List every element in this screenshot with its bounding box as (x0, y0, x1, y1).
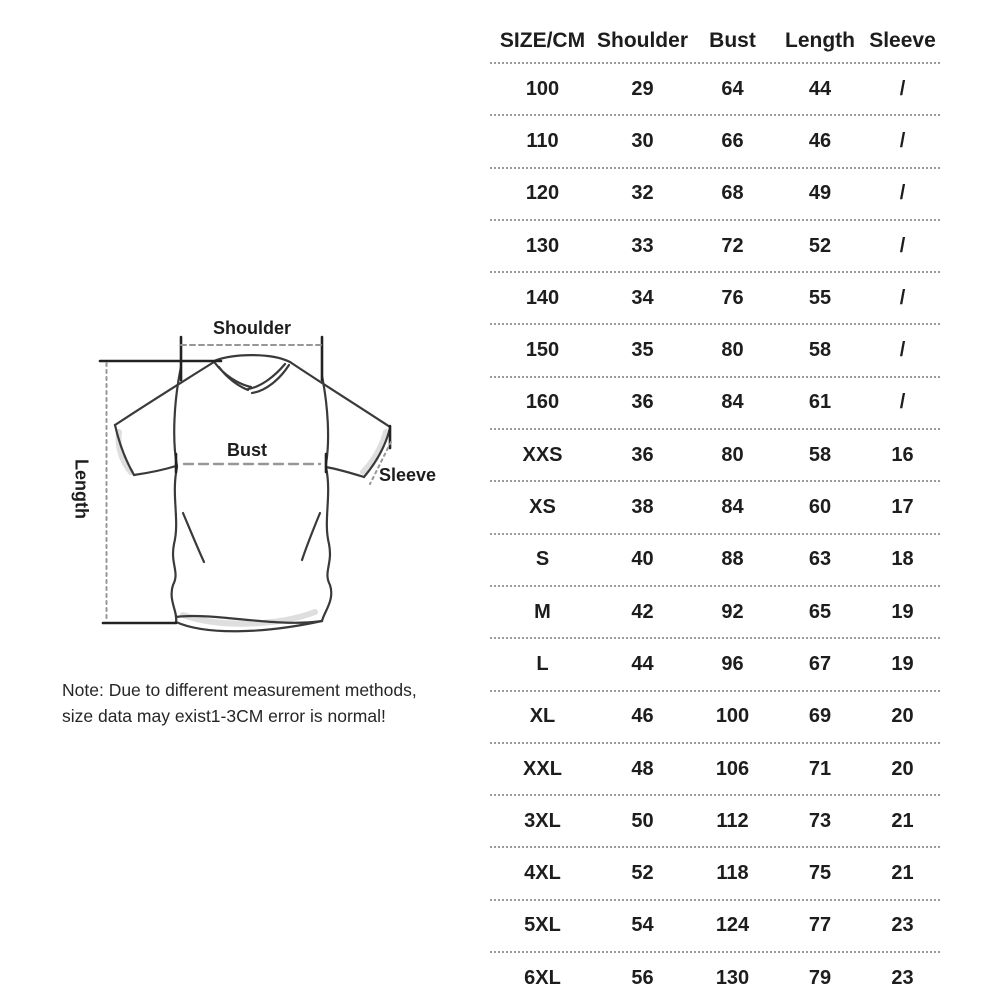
size-cell: 5XL (524, 914, 561, 937)
value-cell: 71 (808, 757, 832, 780)
table-row (490, 116, 940, 168)
size-cell: 120 (525, 182, 560, 205)
value-cell: 33 (631, 234, 654, 257)
value-cell: 130 (715, 966, 750, 989)
left-armhole-path (174, 367, 181, 466)
size-cell: S (535, 548, 550, 571)
size-cell: 3XL (524, 809, 561, 832)
value-cell: 32 (631, 182, 654, 205)
value-cell: 63 (808, 548, 832, 571)
value-cell: 52 (631, 862, 654, 885)
value-cell: 124 (715, 914, 750, 937)
value-cell: 106 (715, 757, 750, 780)
value-cell: 23 (891, 914, 914, 937)
table-row (490, 325, 940, 377)
size-cell: 160 (525, 391, 560, 414)
measurement-note (62, 677, 417, 729)
table-row (490, 744, 940, 796)
value-cell: 77 (808, 914, 832, 937)
column-header-length: Length (785, 29, 855, 52)
value-cell: 17 (891, 496, 914, 519)
left-body-side-path (172, 467, 177, 622)
value-cell: 30 (631, 129, 654, 152)
column-header-bust: Bust (709, 29, 756, 52)
value-cell: 92 (721, 600, 744, 623)
value-cell: 56 (631, 966, 654, 989)
right-crease-path (302, 513, 320, 560)
value-cell: 29 (631, 77, 654, 100)
length-label: Length (71, 459, 92, 519)
value-cell: 64 (721, 77, 744, 100)
size-cell: L (536, 652, 549, 675)
left-crease-path (183, 513, 204, 562)
value-cell: 118 (716, 862, 749, 885)
value-cell: 52 (808, 234, 832, 257)
value-cell: 36 (631, 391, 654, 414)
value-cell: 55 (808, 286, 832, 309)
right-sleeve-inner-path (326, 467, 364, 477)
collar-band-path (215, 363, 251, 387)
size-table-body (490, 64, 940, 1000)
value-cell: 76 (721, 286, 744, 309)
shoulder-label: Shoulder (212, 318, 292, 338)
value-cell: 66 (721, 129, 744, 152)
value-cell: 40 (631, 548, 654, 571)
size-cell: XL (529, 705, 556, 728)
size-cell: 4XL (524, 862, 561, 885)
value-cell: 20 (891, 757, 914, 780)
size-cell: 6XL (524, 966, 561, 989)
note-line-2: size data may exist1-3CM error is normal! (62, 706, 386, 726)
size-cell: 150 (525, 339, 560, 362)
value-cell: 46 (808, 129, 832, 152)
value-cell: 19 (891, 652, 914, 675)
measurement-ticks (100, 337, 390, 623)
value-cell: 67 (808, 652, 832, 675)
value-cell: 100 (715, 705, 750, 728)
table-row (490, 273, 940, 325)
value-cell: 58 (808, 339, 832, 362)
value-cell: 36 (631, 443, 654, 466)
value-cell: 75 (808, 862, 832, 885)
table-row (490, 378, 940, 430)
value-cell: 80 (721, 443, 744, 466)
value-cell: 46 (631, 705, 654, 728)
shirt-outline (115, 355, 390, 631)
value-cell: 96 (721, 652, 744, 675)
value-cell: 50 (631, 809, 654, 832)
size-cell: 130 (525, 234, 560, 257)
right-armhole-path (322, 376, 328, 464)
value-cell: / (899, 182, 906, 205)
value-cell: 35 (631, 339, 654, 362)
column-header-sleeve: Sleeve (869, 29, 936, 52)
table-row (490, 169, 940, 221)
value-cell: 19 (891, 600, 914, 623)
value-cell: 79 (808, 966, 832, 989)
size-cell: 100 (525, 77, 560, 100)
value-cell: 58 (808, 443, 832, 466)
value-cell: 73 (808, 809, 832, 832)
sleeve-label: Sleeve (379, 465, 437, 485)
column-header-size: SIZE/CM (499, 29, 586, 52)
size-table (490, 20, 940, 1000)
table-row (490, 796, 940, 848)
table-row (490, 848, 940, 900)
size-cell: XXL (523, 757, 562, 780)
table-header-row (490, 20, 940, 64)
value-cell: 20 (891, 705, 914, 728)
left-sleeve-inner-path (134, 466, 176, 475)
value-cell: 112 (716, 809, 749, 832)
value-cell: 65 (808, 600, 832, 623)
value-cell: 84 (721, 391, 744, 414)
table-row (490, 221, 940, 273)
table-row (490, 587, 940, 639)
value-cell: 88 (721, 548, 744, 571)
value-cell: 68 (721, 182, 744, 205)
value-cell: 42 (631, 600, 654, 623)
value-cell: / (899, 286, 906, 309)
value-cell: 60 (808, 496, 832, 519)
value-cell: 44 (631, 652, 654, 675)
value-cell: 72 (721, 234, 744, 257)
value-cell: / (899, 77, 906, 100)
value-cell: 18 (891, 548, 914, 571)
size-cell: M (534, 600, 551, 623)
table-row (490, 430, 940, 482)
value-cell: 21 (891, 862, 914, 885)
value-cell: 34 (631, 286, 654, 309)
table-row (490, 953, 940, 1000)
value-cell: 44 (808, 77, 832, 100)
bust-label: Bust (227, 440, 267, 460)
value-cell: / (899, 339, 906, 362)
right-shoulder-slope-path (290, 362, 390, 427)
value-cell: 48 (631, 757, 654, 780)
value-cell: 49 (808, 182, 832, 205)
value-cell: 61 (808, 391, 832, 414)
table-row (490, 639, 940, 691)
column-header-shoulder: Shoulder (596, 29, 688, 52)
collar-top-path (214, 355, 290, 362)
value-cell: 16 (891, 443, 914, 466)
tshirt-measurement-diagram (95, 332, 445, 652)
table-row (490, 482, 940, 534)
note-line-1: Note: Due to different measurement methods, (62, 680, 417, 700)
value-cell: 38 (631, 496, 654, 519)
table-row (490, 692, 940, 744)
value-cell: 80 (721, 339, 744, 362)
table-row (490, 901, 940, 953)
value-cell: 84 (721, 496, 744, 519)
value-cell: 21 (891, 809, 914, 832)
right-body-side-path (322, 467, 331, 621)
value-cell: 54 (631, 914, 654, 937)
left-shoulder-slope-path (115, 362, 214, 425)
value-cell: / (899, 234, 906, 257)
table-row (490, 64, 940, 116)
table-row (490, 535, 940, 587)
value-cell: / (899, 391, 906, 414)
size-cell: XS (529, 496, 556, 519)
size-cell: XXS (522, 443, 563, 466)
size-cell: 110 (526, 129, 559, 152)
value-cell: 23 (891, 966, 914, 989)
value-cell: 69 (808, 705, 832, 728)
value-cell: / (899, 129, 906, 152)
size-cell: 140 (525, 286, 560, 309)
